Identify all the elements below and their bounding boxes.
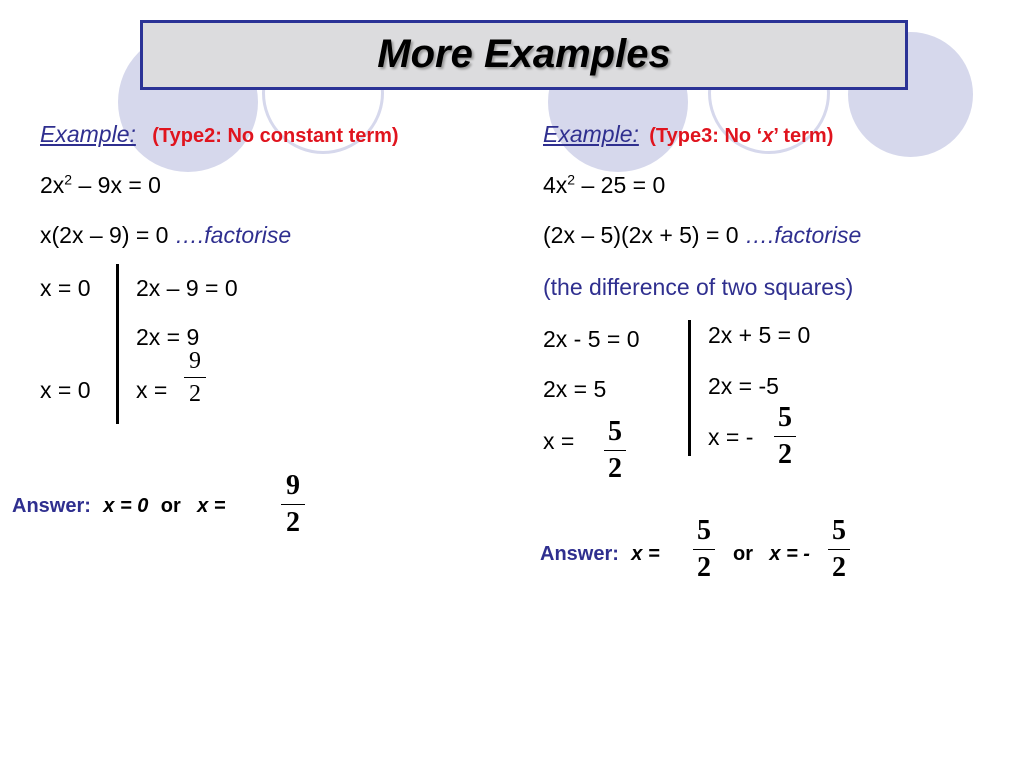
right-answer-or: or x = - [733,543,810,565]
left-example-label: Example: [40,121,136,147]
right-row2-right: 2x = -5 [708,373,779,399]
right-row2-left: 2x = 5 [543,376,607,402]
left-fraction: 9 2 [184,349,206,406]
left-answer: Answer: x = 0 or x = [12,495,226,517]
right-fraction-right: 5 2 [774,404,796,469]
left-equation: $2x^2 - 9x = 0$ [40,171,161,198]
right-equation: $4x^2 - 25 = 0$ [543,171,666,198]
left-type-text: (Type2: No constant term) [152,125,399,147]
right-row3-left: x = [543,428,575,454]
left-answer-fraction: 9 2 [281,472,305,537]
left-row3-left: x = 0 [40,377,91,403]
right-fraction-left: 5 2 [604,418,626,483]
right-row1-right: 2x + 5 = 0 [708,322,811,348]
left-answer-label: Answer: [12,495,91,517]
right-type-text: (Type3: No ‘x’ term) [649,125,834,147]
right-example-heading [543,123,833,146]
right-answer: Answer: x = [540,543,660,565]
right-difference-note: (the difference of two squares) [543,274,854,300]
left-row2-right: 2x = 9 [136,324,200,350]
left-divider [116,264,119,424]
left-row1-left: x = 0 [40,275,91,301]
left-row3-right: x = [136,377,168,403]
right-answer-fraction-1: 5 2 [693,517,715,582]
left-factorise-note: ….factorise [168,222,292,248]
right-answer-label: Answer: [540,543,619,565]
title-box [140,20,908,90]
left-factorised: x(2x – 9) = 0 ….factorise [40,222,292,248]
left-example-heading [40,123,399,146]
right-example-label: Example: [543,121,639,147]
right-divider [688,320,691,456]
right-factorise-note: ….factorise [738,222,862,248]
right-answer-fraction-2: 5 2 [828,517,850,582]
right-factorised: (2x – 5)(2x + 5) = 0 ….factorise [543,222,862,248]
left-row1-right: 2x – 9 = 0 [136,275,238,301]
page-title: More Examples [377,32,671,76]
right-row1-left: 2x - 5 = 0 [543,326,640,352]
right-row3-right: x = - [708,424,754,450]
